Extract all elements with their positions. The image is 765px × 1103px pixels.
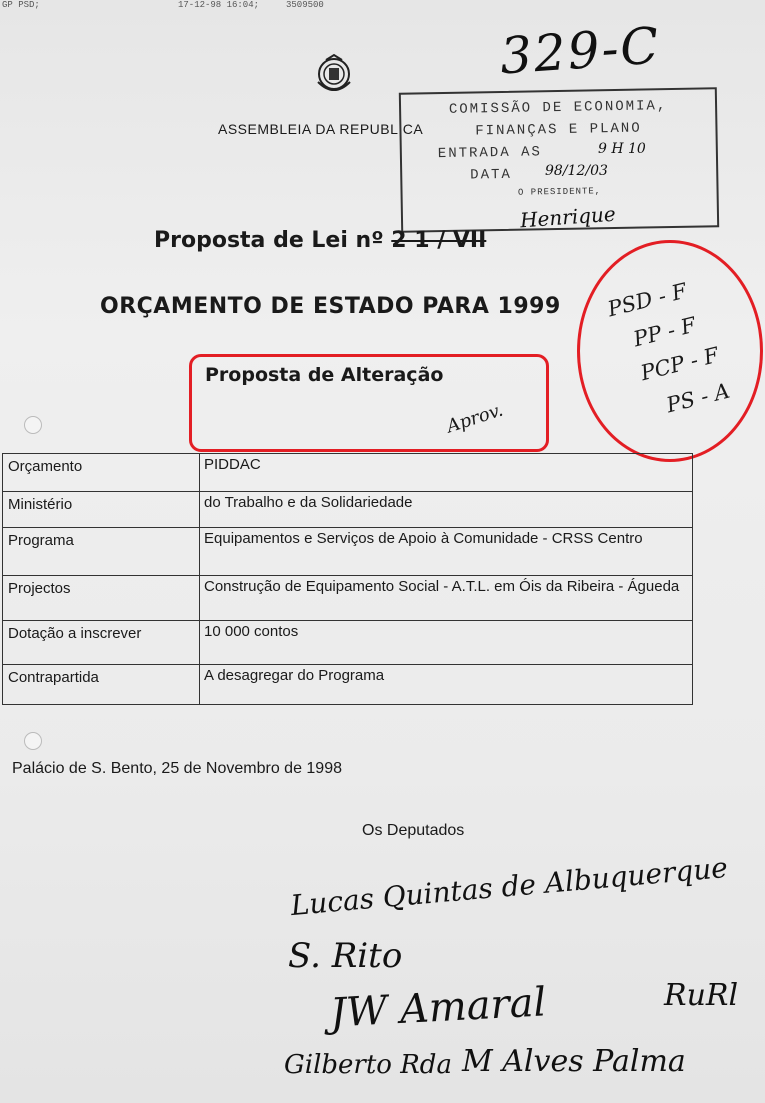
fax-code: 3509500	[286, 0, 324, 10]
law-proposal-number: 2 1 / VII	[391, 228, 487, 253]
signature: JW Amaral	[328, 979, 548, 1037]
signatories-label: Os Deputados	[362, 822, 465, 839]
amendment-subtitle: Proposta de Alteração	[205, 364, 444, 386]
table-row	[3, 621, 693, 665]
place-and-date: Palácio de S. Bento, 25 de Novembro de 1998	[12, 760, 342, 777]
table-row	[3, 454, 693, 492]
law-proposal-heading	[154, 228, 486, 253]
row-label: Programa	[3, 528, 200, 576]
approval-note: Aprov.	[444, 399, 506, 438]
stamp-date-label: DATA	[470, 166, 513, 184]
row-value: Construção de Equipamento Social - A.T.L. em Óis da Ribeira - Águeda	[200, 576, 693, 621]
row-label: Orçamento	[3, 454, 200, 492]
row-label: Contrapartida	[3, 665, 200, 705]
row-label: Ministério	[3, 492, 200, 528]
stamp-committee-2: FINANÇAS E PLANO	[475, 120, 642, 140]
table-row	[3, 576, 693, 621]
row-label: Projectos	[3, 576, 200, 621]
row-value: PIDDAC	[200, 454, 693, 492]
vote-item: PSD - F	[605, 278, 690, 322]
row-label: Dotação a inscrever	[3, 621, 200, 665]
law-proposal-prefix: Proposta de Lei nº	[154, 228, 384, 253]
fax-header	[0, 0, 765, 12]
vote-item: PS - A	[664, 378, 733, 418]
signature: Lucas Quintas de Albuquerque	[289, 850, 730, 923]
stamp-president-label: O PRESIDENTE,	[517, 186, 602, 198]
budget-table	[2, 453, 693, 705]
stamp-committee: COMISSÃO DE ECONOMIA,	[448, 98, 668, 118]
stamp-entry-time: 9 H 10	[598, 141, 646, 157]
signature: RuRl	[664, 978, 739, 1013]
signature: M Alves Palma	[462, 1044, 686, 1079]
institution-name: ASSEMBLEIA DA REPUBLICA	[218, 121, 424, 137]
row-value: A desagregar do Programa	[200, 665, 693, 705]
stamp-entry-label: ENTRADA AS	[437, 144, 543, 163]
document-title: ORÇAMENTO DE ESTADO PARA 1999	[100, 294, 561, 319]
table-row	[3, 492, 693, 528]
table-row	[3, 665, 693, 705]
row-value: do Trabalho e da Solidariedade	[200, 492, 693, 528]
vote-item: PP - F	[631, 312, 699, 352]
stamp-date-value: 98/12/03	[545, 163, 608, 179]
vote-highlight-circle	[577, 240, 763, 462]
handwritten-document-number: 329-C	[498, 16, 663, 86]
punch-hole	[24, 732, 42, 750]
signature: Gilberto Rda	[284, 1050, 452, 1080]
signature: S. Rito	[288, 936, 403, 976]
vote-item: PCP - F	[638, 342, 722, 386]
row-value: 10 000 contos	[200, 621, 693, 665]
row-value: Equipamentos e Serviços de Apoio à Comunidade - CRSS Centro	[200, 528, 693, 576]
punch-hole	[24, 416, 42, 434]
fax-timestamp: 17-12-98 16:04;	[178, 0, 260, 10]
coat-of-arms-icon	[312, 52, 356, 102]
stamp-signature: Henrique	[519, 201, 617, 233]
table-row	[3, 528, 693, 576]
fax-sender: GP PSD;	[2, 0, 40, 10]
